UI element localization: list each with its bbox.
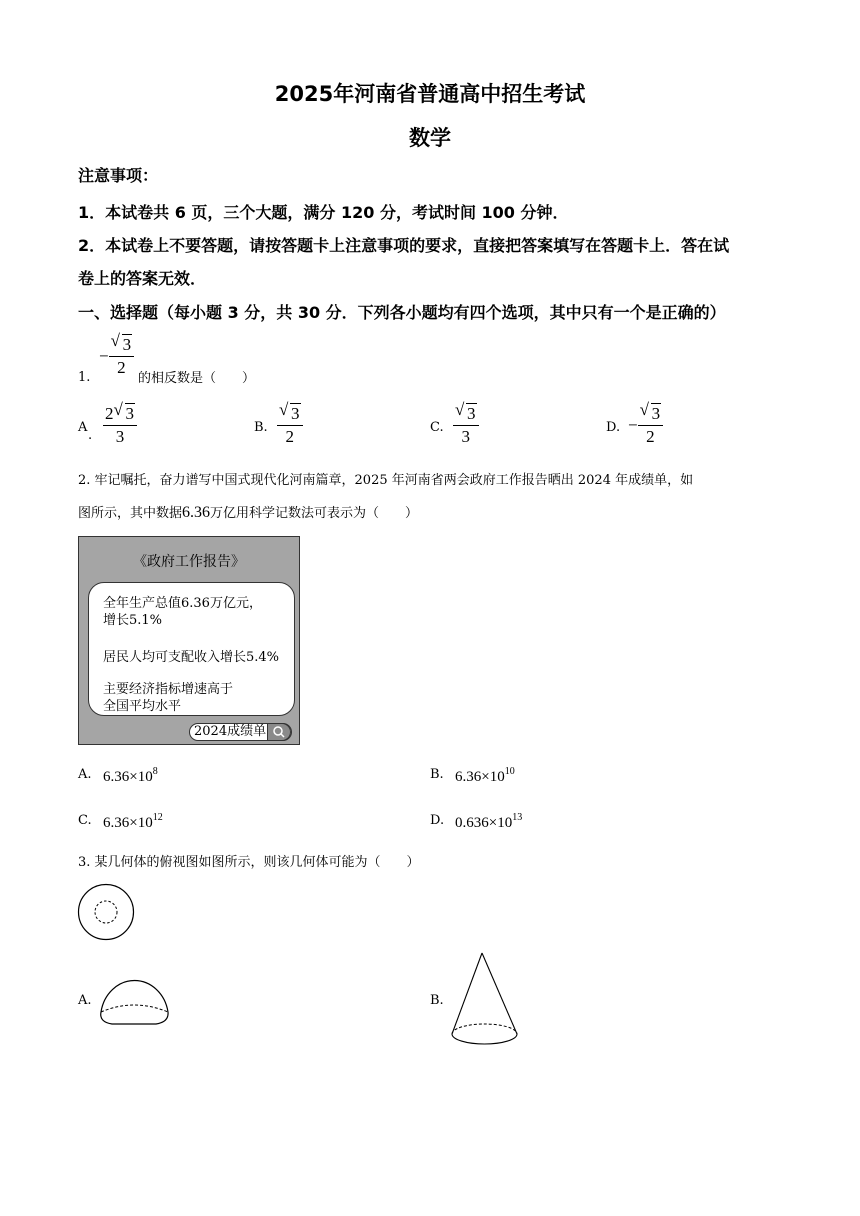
q1-option-a-dot: . <box>88 428 93 443</box>
report-figure <box>78 536 300 745</box>
section-1-heading: 一、选择题（每小题 3 分，共 30 分．下列各小题均有四个选项，其中只有一个是正确的） <box>78 303 726 322</box>
q3-option-a-hemisphere <box>96 968 174 1030</box>
subject-title: 数学 <box>409 126 451 150</box>
q2-option-d-exp: 13 <box>512 812 523 823</box>
q2-option-b-exp: 10 <box>504 766 515 777</box>
notice-item-2-line2: 卷上的答案无效． <box>78 269 207 288</box>
q1-expression: − √ 3 2 <box>99 334 134 379</box>
q2-option-d <box>455 812 522 832</box>
report-card <box>88 582 295 716</box>
q2-option-a-label: A. <box>78 767 92 782</box>
notice-item-2-line1: 2．本试卷上不要答题，请按答题卡上注意事项的要求，直接把答案填写在答题卡上．答在试 <box>78 236 730 255</box>
report-line-3: 居民人均可支配收入增长5.4% <box>103 650 280 665</box>
exam-title: 2025年河南省普通高中招生考试 <box>274 82 586 106</box>
q2-option-a-exp: 8 <box>152 766 158 777</box>
q2-option-c <box>103 812 163 832</box>
q1-stem: 的相反数是（ ） <box>138 371 256 386</box>
q3-stem: 3. 某几何体的俯视图如图所示，则该几何体可能为（ ） <box>78 855 420 870</box>
report-line-4: 主要经济指标增速高于 <box>103 682 234 697</box>
notice-heading: 注意事项： <box>78 166 159 185</box>
q2-option-b <box>455 766 515 786</box>
report-tag <box>189 723 292 741</box>
q1-option-a: 2 √ 3 3 <box>103 403 137 448</box>
q1-option-b: √ 3 2 <box>277 403 303 448</box>
q3-option-b-label: B. <box>430 993 444 1008</box>
q1-option-c-label: C. <box>430 420 444 435</box>
q2-option-c-label: C. <box>78 813 92 828</box>
q2-stem-text-a: 图所示，其中数据 <box>78 506 183 521</box>
q3-option-a-label: A. <box>78 993 92 1008</box>
q2-option-b-base: 6.36×10 <box>455 769 505 785</box>
q2-option-d-base: 0.636×10 <box>455 815 513 831</box>
search-icon <box>267 723 291 741</box>
q1-option-b-label: B. <box>254 420 268 435</box>
q2-option-c-exp: 12 <box>152 812 163 823</box>
report-tag-label: 2024成绩单 <box>194 724 267 739</box>
q3-outer-circle <box>79 885 134 940</box>
q2-option-a <box>103 766 158 786</box>
report-line-2: 增长5.1% <box>103 613 163 628</box>
notice-item-1: 1．本试卷共 6 页，三个大题，满分 120 分，考试时间 100 分钟． <box>78 203 569 222</box>
q2-stem-line1: 2. 牢记嘱托，奋力谱写中国式现代化河南篇章，2025 年河南省两会政府工作报告晒出 2024 年成绩单，如 <box>78 473 694 488</box>
q2-option-a-base: 6.36×10 <box>103 769 153 785</box>
report-line-5: 全国平均水平 <box>103 699 182 714</box>
report-line-1: 全年生产总值6.36万亿元， <box>103 596 262 611</box>
q1-option-d-label: D. <box>606 420 621 435</box>
q2-option-d-label: D. <box>430 813 445 828</box>
q3-option-b-cone <box>446 950 524 1050</box>
q2-option-b-label: B. <box>430 767 444 782</box>
q2-stem-number: 6.36 <box>182 504 211 521</box>
q1-option-c: √ 3 3 <box>453 403 479 448</box>
q2-stem-line2 <box>78 502 418 522</box>
q1-number: 1. <box>78 370 91 385</box>
report-title: 《政府工作报告》 <box>133 554 245 570</box>
q2-option-c-base: 6.36×10 <box>103 815 153 831</box>
q2-stem-text-b: 万亿用科学记数法可表示为（ ） <box>210 506 419 521</box>
q3-top-view-figure <box>76 883 138 941</box>
q1-option-a-label: A <box>78 420 88 435</box>
q3-inner-dashed-circle <box>95 901 117 923</box>
q1-option-d: − √ 3 2 <box>628 403 663 448</box>
